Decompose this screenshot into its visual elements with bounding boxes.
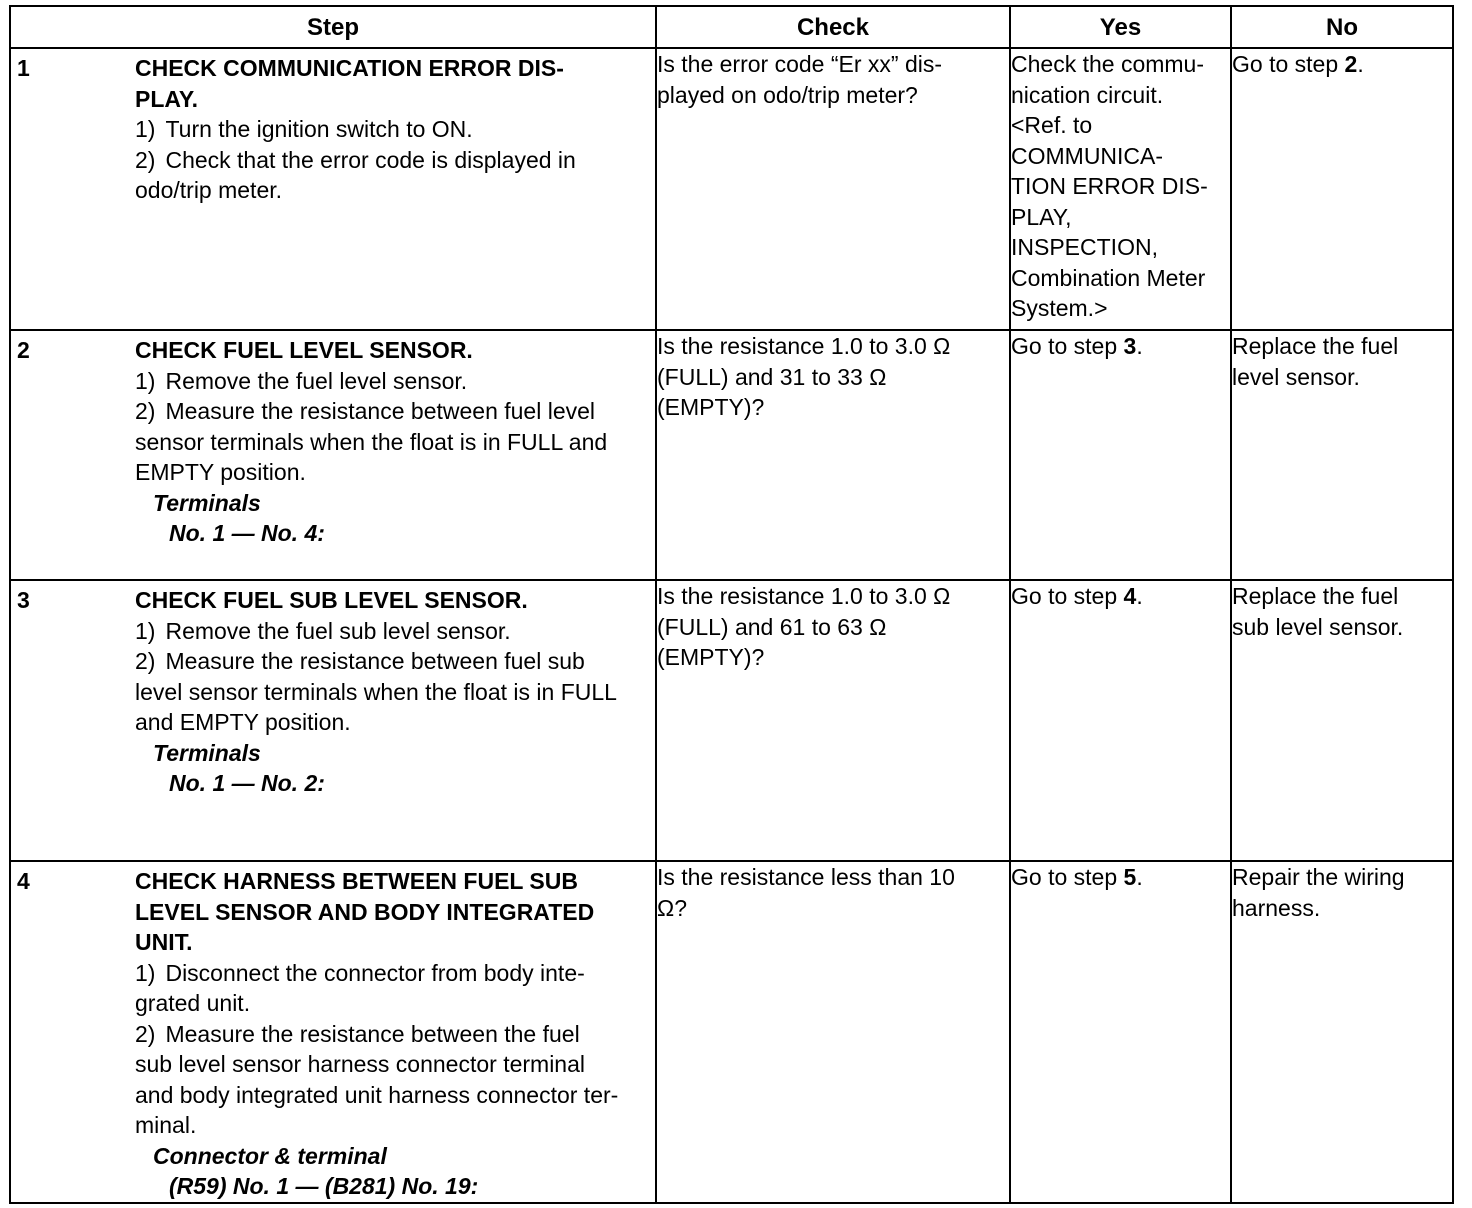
no-line: Replace the fuel — [1232, 333, 1399, 359]
procedure-text: sub level sensor harness connector terminal — [135, 1051, 586, 1077]
step-row — [10, 330, 1453, 580]
procedure-text: and EMPTY position. — [135, 709, 351, 735]
yes-goto — [1011, 331, 1230, 362]
no-cell — [1231, 330, 1453, 580]
procedure-text: Remove the fuel level sensor. — [165, 367, 468, 394]
header-check: Check — [656, 6, 1010, 48]
step-row — [10, 861, 1453, 1203]
check-line: Is the resistance 1.0 to 3.0 Ω — [657, 333, 951, 359]
step-title-line: CHECK HARNESS BETWEEN FUEL SUB — [135, 868, 578, 894]
check-cell — [656, 330, 1010, 580]
no-line: sub level sensor. — [1232, 613, 1404, 640]
procedure-line — [135, 1110, 651, 1141]
procedure-line — [135, 396, 651, 427]
step-title-line: CHECK FUEL SUB LEVEL SENSOR. — [135, 587, 528, 613]
yes-line: System.> — [1011, 295, 1108, 321]
procedure-line — [135, 616, 651, 647]
spec-value: No. 1 — No. 2: — [169, 770, 325, 796]
procedure-text: Measure the resistance between fuel sub — [165, 648, 585, 674]
yes-line: Check the commu- — [1011, 51, 1205, 77]
step-row — [10, 48, 1453, 330]
procedure-item — [135, 145, 651, 206]
yes-goto-suffix: . — [1136, 583, 1143, 609]
procedure-line — [135, 366, 651, 397]
procedure-line — [135, 427, 651, 458]
yes-goto — [1011, 862, 1230, 893]
spec-label: Connector & terminal — [153, 1142, 387, 1169]
procedure-text: odo/trip meter. — [135, 177, 283, 203]
no-cell — [1231, 48, 1453, 330]
yes-goto-suffix: . — [1136, 333, 1143, 359]
procedure-item-number: 1) — [135, 959, 156, 986]
step-row — [10, 580, 1453, 861]
check-line: (FULL) and 61 to 63 Ω — [657, 613, 887, 640]
yes-line: TION ERROR DIS- — [1011, 173, 1208, 199]
check-cell — [656, 580, 1010, 861]
procedure-text: Measure the resistance between the fuel — [165, 1020, 580, 1047]
step-number: 4 — [17, 868, 30, 894]
yes-goto-step: 4 — [1123, 583, 1137, 609]
check-line: (EMPTY)? — [657, 644, 765, 670]
spec-label: Terminals — [153, 489, 261, 516]
procedure-item-number: 2) — [135, 398, 156, 424]
procedure-line — [135, 988, 651, 1019]
no-line: Replace the fuel — [1232, 583, 1399, 609]
check-line: Is the error code “Er xx” dis- — [657, 51, 943, 77]
step-number: 1 — [17, 55, 30, 81]
no-goto-text: Go to step — [1232, 51, 1345, 77]
yes-goto-step: 3 — [1123, 333, 1137, 359]
procedure-line — [135, 114, 651, 145]
step-body — [11, 49, 655, 206]
yes-line: INSPECTION, — [1011, 234, 1158, 260]
step-cell — [10, 580, 656, 861]
procedure-item — [135, 646, 651, 738]
header-step: Step — [10, 6, 656, 48]
procedure-item — [135, 396, 651, 488]
procedure-item — [135, 114, 651, 145]
check-line: Ω? — [657, 894, 687, 921]
yes-goto — [1011, 581, 1230, 612]
procedure-text: Disconnect the connector from body inte- — [165, 959, 585, 986]
check-line: played on odo/trip meter? — [657, 81, 918, 108]
yes-goto-text: Go to step — [1011, 333, 1124, 359]
yes-cell — [1010, 48, 1231, 330]
procedure-text: level sensor terminals when the float is in FULL — [135, 678, 617, 705]
header-yes: Yes — [1010, 6, 1231, 48]
procedure-line — [135, 457, 651, 488]
procedure-text: sensor terminals when the float is in FULL and — [135, 428, 608, 455]
step-body — [11, 581, 655, 799]
no-line: level sensor. — [1232, 363, 1360, 390]
procedure-item-number: 1) — [135, 116, 156, 142]
spec-value: No. 1 — No. 4: — [169, 520, 325, 546]
yes-cell — [1010, 580, 1231, 861]
step-title-line: CHECK FUEL LEVEL SENSOR. — [135, 337, 473, 363]
procedure-line — [135, 1049, 651, 1080]
step-cell — [10, 330, 656, 580]
yes-goto-text: Go to step — [1011, 864, 1124, 890]
no-line: harness. — [1232, 894, 1321, 921]
procedure-item — [135, 366, 651, 397]
procedure-line — [135, 145, 651, 176]
procedure-item-number: 2) — [135, 648, 156, 674]
procedure-item-number: 2) — [135, 1020, 156, 1047]
no-goto — [1232, 49, 1452, 80]
spec-label: Terminals — [153, 739, 261, 766]
procedure-item-number: 1) — [135, 367, 156, 394]
step-title-line: UNIT. — [135, 929, 193, 955]
check-cell — [656, 48, 1010, 330]
procedure-text: and body integrated unit harness connector ter- — [135, 1081, 619, 1108]
check-line: (FULL) and 31 to 33 Ω — [657, 363, 887, 390]
no-goto-step: 2 — [1344, 51, 1358, 77]
diagnostic-procedure-table — [9, 5, 1454, 1204]
no-cell — [1231, 861, 1453, 1203]
no-line: Repair the wiring — [1232, 864, 1405, 890]
procedure-line — [135, 175, 651, 206]
procedure-text: EMPTY position. — [135, 459, 306, 485]
procedure-line — [135, 1019, 651, 1050]
yes-goto-step: 5 — [1123, 864, 1137, 890]
procedure-item — [135, 958, 651, 1019]
check-line: Is the resistance less than 10 — [657, 864, 955, 890]
yes-line: Combination Meter — [1011, 264, 1206, 291]
header-row — [10, 6, 1453, 48]
yes-cell — [1010, 330, 1231, 580]
step-body — [11, 331, 655, 549]
procedure-line — [135, 677, 651, 708]
check-cell — [656, 861, 1010, 1203]
procedure-line — [135, 958, 651, 989]
step-body — [11, 862, 655, 1202]
procedure-item-number: 2) — [135, 146, 156, 173]
step-number: 2 — [17, 337, 30, 363]
procedure-item-number: 1) — [135, 617, 156, 644]
step-cell — [10, 861, 656, 1203]
yes-cell — [1010, 861, 1231, 1203]
procedure-text: minal. — [135, 1112, 197, 1138]
procedure-item — [135, 1019, 651, 1141]
procedure-line — [135, 707, 651, 738]
procedure-text: Check that the error code is displayed in — [165, 146, 576, 173]
spec-value: (R59) No. 1 — (B281) No. 19: — [169, 1173, 479, 1199]
step-number: 3 — [17, 587, 30, 613]
no-cell — [1231, 580, 1453, 861]
yes-goto-suffix: . — [1136, 864, 1143, 890]
procedure-line — [135, 1080, 651, 1111]
step-cell — [10, 48, 656, 330]
procedure-text: grated unit. — [135, 990, 251, 1016]
yes-goto-text: Go to step — [1011, 583, 1124, 609]
procedure-text: Measure the resistance between fuel level — [165, 398, 596, 424]
yes-line: nication circuit. — [1011, 81, 1164, 108]
check-line: (EMPTY)? — [657, 394, 765, 420]
step-title-line: PLAY. — [135, 85, 199, 112]
header-no: No — [1231, 6, 1453, 48]
check-line: Is the resistance 1.0 to 3.0 Ω — [657, 583, 951, 609]
yes-line: <Ref. to — [1011, 112, 1093, 138]
procedure-item — [135, 616, 651, 647]
no-goto-suffix: . — [1357, 51, 1364, 77]
yes-line: COMMUNICA- — [1011, 142, 1164, 169]
step-title-line: CHECK COMMUNICATION ERROR DIS- — [135, 55, 564, 81]
yes-line: PLAY, — [1011, 203, 1072, 230]
procedure-text: Remove the fuel sub level sensor. — [165, 617, 511, 644]
procedure-line — [135, 646, 651, 677]
procedure-text: Turn the ignition switch to ON. — [165, 116, 473, 142]
step-title-line: LEVEL SENSOR AND BODY INTEGRATED — [135, 898, 595, 925]
